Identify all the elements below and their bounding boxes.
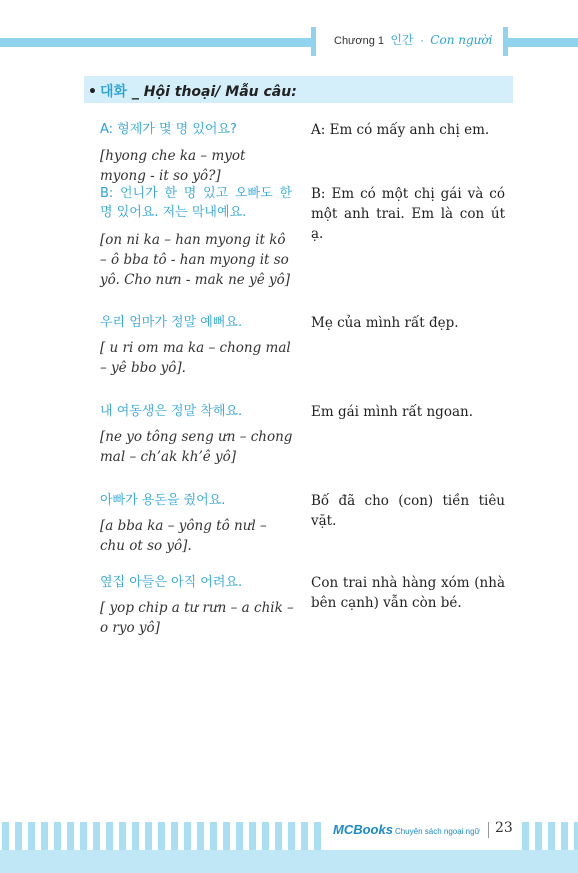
- header-separator: ·: [419, 33, 424, 47]
- footer-band: [0, 850, 578, 873]
- pronunciation-4: [ne yo tông seng ưn – chong mal – ch’ak kh’ê yô]: [100, 429, 293, 465]
- vietnamese-translation-1: A: Em có mấy anh chị em.: [311, 122, 490, 138]
- footer-stripe: [67, 822, 74, 850]
- footer-stripe: [15, 822, 22, 850]
- korean-sentence-6: 옆집 아들은 아직 어려요.: [100, 575, 243, 590]
- footer-stripe: [223, 822, 230, 850]
- header-rule-left: [0, 38, 312, 47]
- chapter-label: Chương 1: [334, 35, 385, 47]
- publisher-name: MCBooks: [333, 822, 393, 837]
- footer-stripe: [119, 822, 126, 850]
- footer-stripe: [275, 822, 282, 850]
- vietnamese-translation-5: Bố đã cho (con) tiền tiêu vặt.: [311, 493, 505, 529]
- footer-stripe: [106, 822, 113, 850]
- footer-stripe: [522, 822, 529, 850]
- chapter-korean-title: 인간: [390, 33, 414, 47]
- page-number: 23: [495, 820, 513, 836]
- vietnamese-translation-6: Con trai nhà hàng xóm (nhà bên cạnh) vẫn còn bé.: [311, 575, 505, 611]
- footer-stripe: [288, 822, 295, 850]
- footer-stripe: [132, 822, 139, 850]
- footer-stripe: [145, 822, 152, 850]
- korean-sentence-5: 아빠가 용돈을 줬어요.: [100, 493, 226, 508]
- footer-stripe: [561, 822, 568, 850]
- footer-stripe: [301, 822, 308, 850]
- pronunciation-5: [a bba ka – yông tô nưl – chu ot so yô].: [100, 518, 267, 554]
- footer-stripe: [54, 822, 61, 850]
- korean-sentence-2: B: 언니가 한 명 있고 오빠도 한 명 있어요. 저는 막내예요.: [100, 186, 292, 220]
- footer-stripe: [93, 822, 100, 850]
- section-vietnamese-title: Hội thoại/ Mẫu câu:: [143, 84, 297, 100]
- footer-stripe: [158, 822, 165, 850]
- footer-stripe: [314, 822, 321, 850]
- footer-stripe: [262, 822, 269, 850]
- footer-stripe: [171, 822, 178, 850]
- publisher-logo: [333, 821, 480, 839]
- pronunciation-1: [hyong che ka – myot myong - it so yô?]: [100, 148, 246, 184]
- running-header: [334, 31, 492, 48]
- pronunciation-6: [ yop chip a tư rưn – a chik – o ryo yô]: [100, 600, 294, 636]
- footer-stripe: [28, 822, 35, 850]
- section-separator: _: [127, 84, 144, 100]
- section-korean-title: 대화: [99, 84, 128, 100]
- page-number-divider: [488, 822, 489, 838]
- footer-stripe: [574, 822, 578, 850]
- vietnamese-translation-3: Mẹ của mình rất đẹp.: [311, 315, 459, 331]
- header-cap-left: [311, 27, 316, 56]
- vietnamese-translation-2: B: Em có một chị gái và có một anh trai. Em là con út ạ.: [311, 186, 505, 242]
- publisher-tagline: Chuyên sách ngoại ngữ: [394, 827, 480, 836]
- korean-sentence-1: A: 형제가 몇 명 있어요?: [100, 122, 237, 137]
- footer-stripe: [535, 822, 542, 850]
- footer-stripe: [210, 822, 217, 850]
- footer-stripe: [249, 822, 256, 850]
- footer-stripe: [236, 822, 243, 850]
- footer-stripe: [41, 822, 48, 850]
- pronunciation-3: [ u ri om ma ka – chong mal – yê bbo yô].: [100, 340, 291, 376]
- footer-stripe: [2, 822, 9, 850]
- chapter-vietnamese-title: Con người: [430, 33, 493, 47]
- header-rule-right: [507, 38, 578, 47]
- bullet-icon: •: [88, 84, 97, 100]
- korean-sentence-3: 우리 엄마가 정말 예뻐요.: [100, 315, 243, 330]
- korean-sentence-4: 내 여동생은 정말 착해요.: [100, 404, 243, 419]
- pronunciation-2: [on ni ka – han myong it kô – ô bba tô - han myong it so yô. Cho nưn - mak ne yê yô]: [100, 232, 290, 288]
- vietnamese-translation-4: Em gái mình rất ngoan.: [311, 404, 473, 420]
- section-heading: [88, 81, 297, 101]
- footer-stripe: [80, 822, 87, 850]
- footer-stripe: [548, 822, 555, 850]
- footer-stripe: [197, 822, 204, 850]
- footer-stripe: [184, 822, 191, 850]
